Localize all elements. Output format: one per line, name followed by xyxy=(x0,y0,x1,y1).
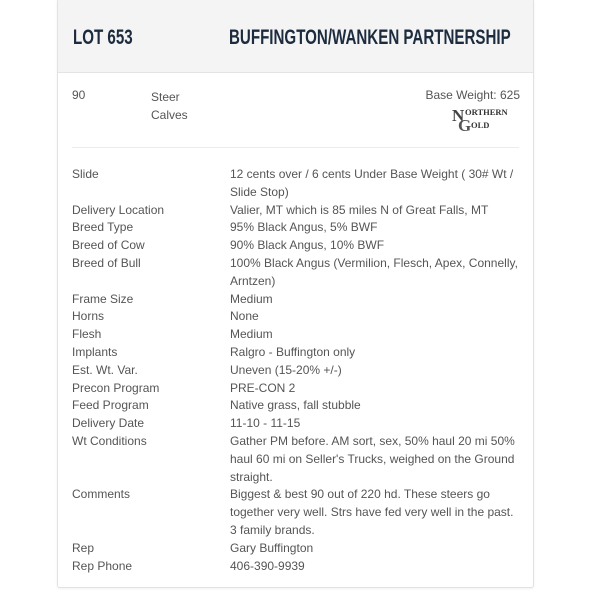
lot-details xyxy=(72,166,522,575)
detail-label: Est. Wt. Var. xyxy=(72,362,138,377)
detail-row xyxy=(72,202,522,220)
detail-row xyxy=(72,237,522,255)
detail-label: Comments xyxy=(72,487,131,502)
divider xyxy=(72,147,519,148)
category-line-1: Steer xyxy=(151,90,180,104)
detail-label: Breed Type xyxy=(72,220,134,235)
detail-value: None xyxy=(230,309,259,324)
detail-row xyxy=(72,255,522,291)
detail-value: PRE-CON 2 xyxy=(230,380,296,395)
detail-row xyxy=(72,540,522,558)
detail-value: 12 cents over / 6 cents Under Base Weight ( 30# Wt / Slide Stop) xyxy=(230,167,514,199)
detail-row xyxy=(72,326,522,344)
category-line-2: Calves xyxy=(151,108,188,122)
detail-value: Valier, MT which is 85 miles N of Great Falls, MT xyxy=(230,202,489,217)
lot-summary xyxy=(58,73,533,149)
detail-label: Rep Phone xyxy=(72,558,133,573)
svg-text:ORTHERN: ORTHERN xyxy=(465,107,508,117)
detail-value: Uneven (15-20% +/-) xyxy=(230,362,342,377)
detail-value: Biggest & best 90 out of 220 hd. These steers go together very well. Strs have fed very well in the past. 3 family brands. xyxy=(230,487,514,537)
detail-label: Rep xyxy=(72,540,95,555)
detail-value: Ralgro - Buffington only xyxy=(230,344,356,359)
detail-label: Wt Conditions xyxy=(72,433,147,448)
detail-row xyxy=(72,558,522,576)
detail-row xyxy=(72,415,522,433)
base-weight: Base Weight: 625 xyxy=(425,88,520,102)
detail-value: 95% Black Angus, 5% BWF xyxy=(230,220,378,235)
detail-value: 90% Black Angus, 10% BWF xyxy=(230,238,385,253)
detail-value: Gary Buffington xyxy=(230,540,314,555)
detail-label: Implants xyxy=(72,344,118,359)
detail-row xyxy=(72,433,522,486)
detail-value: 406-390-9939 xyxy=(230,558,305,573)
detail-value: Native grass, fall stubble xyxy=(230,398,361,413)
detail-label: Breed of Bull xyxy=(72,255,141,270)
detail-label: Precon Program xyxy=(72,380,160,395)
svg-text:N: N xyxy=(452,106,465,125)
svg-text:OLD: OLD xyxy=(471,120,490,130)
detail-row xyxy=(72,380,522,398)
detail-value: Medium xyxy=(230,327,273,342)
detail-label: Frame Size xyxy=(72,291,134,306)
detail-row xyxy=(72,219,522,237)
detail-row xyxy=(72,166,522,202)
detail-row xyxy=(72,308,522,326)
northern-gold-logo-icon xyxy=(450,104,520,132)
lot-header xyxy=(58,0,533,73)
detail-row xyxy=(72,486,522,539)
detail-label: Flesh xyxy=(72,327,102,342)
detail-value: Medium xyxy=(230,291,273,306)
lot-card xyxy=(57,0,534,588)
cattle-category xyxy=(151,88,188,124)
lot-number: LOT 653 xyxy=(73,26,133,49)
detail-label: Delivery Location xyxy=(72,202,165,217)
detail-row xyxy=(72,362,522,380)
detail-row xyxy=(72,344,522,362)
detail-value: 11-10 - 11-15 xyxy=(230,416,301,431)
detail-row xyxy=(72,397,522,415)
detail-label: Delivery Date xyxy=(72,416,145,431)
detail-label: Breed of Cow xyxy=(72,238,145,253)
detail-label: Feed Program xyxy=(72,398,149,413)
detail-value: Gather PM before. AM sort, sex, 50% haul 20 mi 50% haul 60 mi on Seller's Trucks, weighed on the Ground straight. xyxy=(230,433,515,484)
detail-label: Slide xyxy=(72,167,99,181)
detail-row xyxy=(72,291,522,309)
head-count: 90 xyxy=(72,88,86,102)
svg-text:G: G xyxy=(458,116,472,132)
detail-label: Horns xyxy=(72,309,105,324)
seller-name: BUFFINGTON/WANKEN PARTNERSHIP xyxy=(229,26,511,49)
detail-value: 100% Black Angus (Vermilion, Flesch, Apex, Connelly, Arntzen) xyxy=(230,255,518,288)
